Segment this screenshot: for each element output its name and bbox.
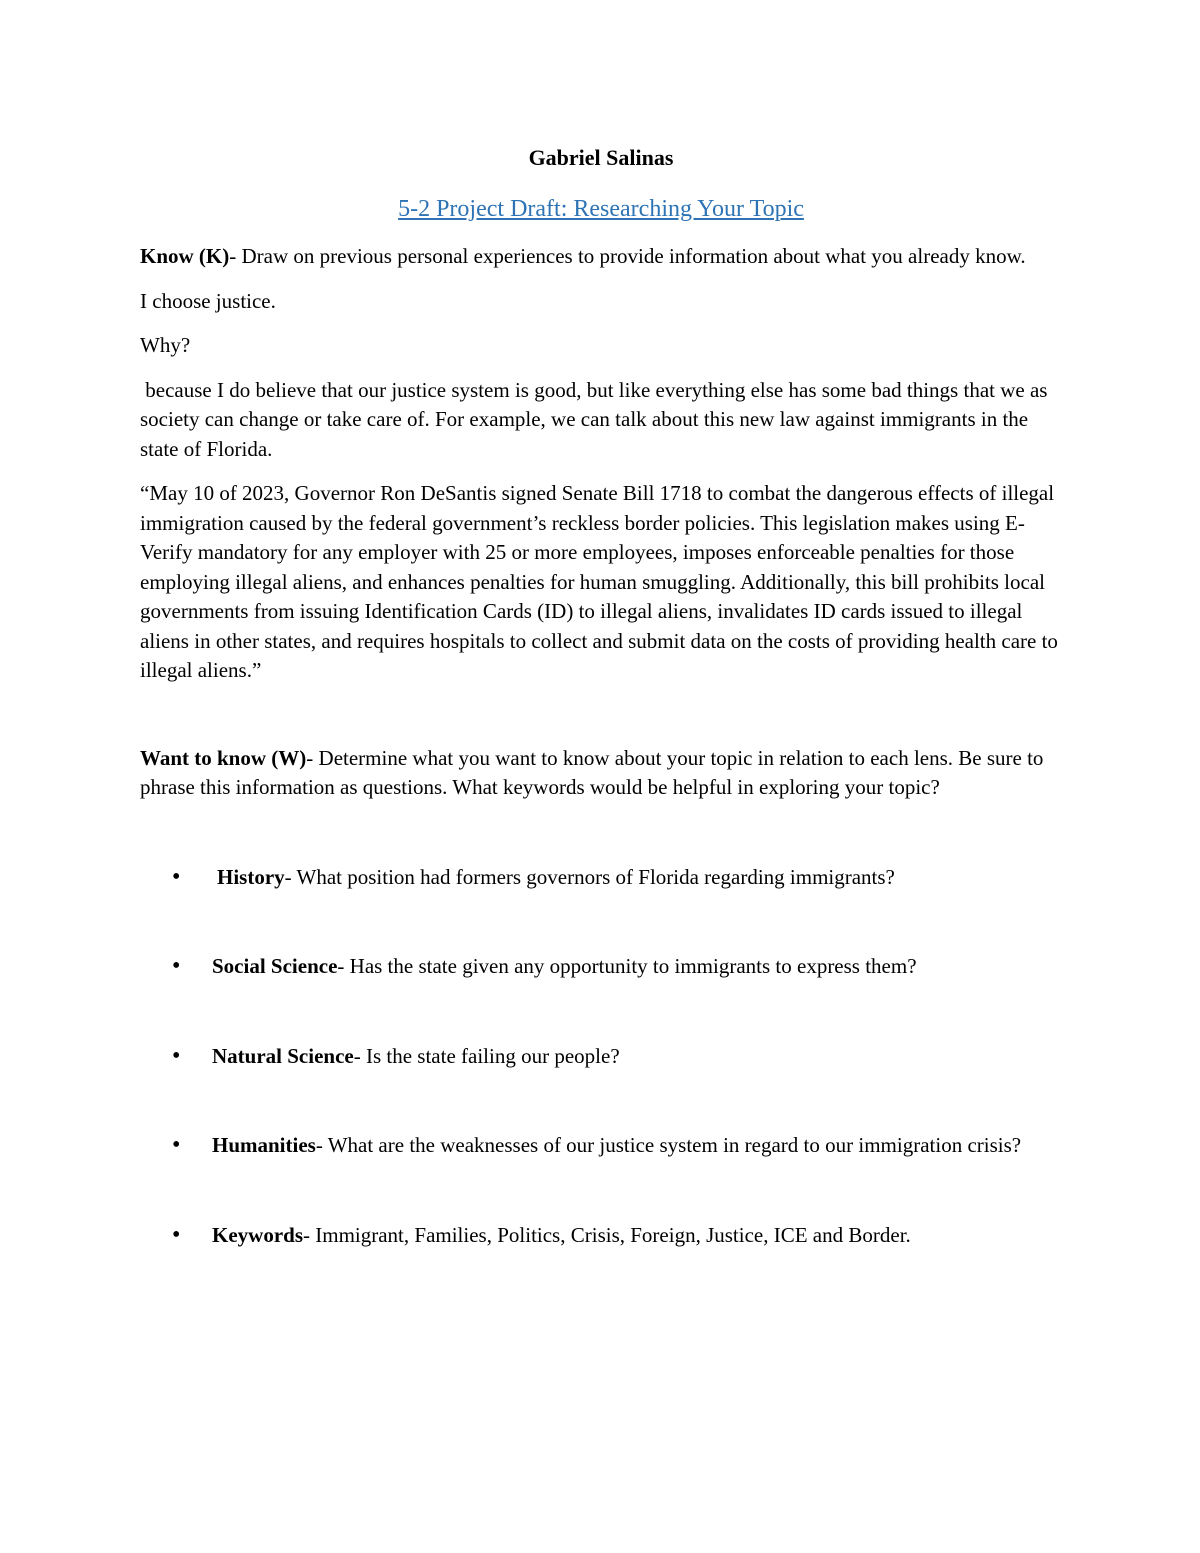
lens-label: Natural Science <box>212 1043 354 1068</box>
bullet-icon: • <box>172 953 181 979</box>
lens-list <box>140 863 1062 1251</box>
lens-label: Social Science <box>212 954 338 978</box>
lens-text: - What position had formers governors of Florida regarding immigrants? <box>284 864 895 889</box>
lens-label: Humanities <box>212 1133 316 1157</box>
know-section <box>140 242 1062 272</box>
bullet-icon: • <box>172 1132 181 1158</box>
document-body <box>140 140 1062 1250</box>
why-question: Why? <box>140 333 191 357</box>
bullet-icon: • <box>172 1221 181 1248</box>
lens-label: Keywords <box>212 1222 303 1247</box>
want-section <box>140 744 1062 803</box>
lens-text: - Has the state given any opportunity to immigrants to express them? <box>337 954 917 978</box>
quote-paragraph: “May 10 of 2023, Governor Ron DeSantis signed Senate Bill 1718 to combat the dangerous effects of illegal immigration caused by the federal government’s reckless border policies. This legislation makes using E-Verify mandatory for any employer with 25 or more employees, imposes enforceable penalties for those employing illegal aliens, and enhances penalties for human smuggling. Additionally, this bill prohibits local governments from issuing Identification Cards (ID) to illegal aliens, invalidates ID cards issued to illegal aliens in other states, and requires hospitals to collect and submit data on the costs of providing health care to illegal aliens.” <box>140 481 1058 682</box>
want-label: Want to know (W) <box>140 745 307 770</box>
topic-choice: I choose justice. <box>140 288 276 313</box>
lens-label: History <box>217 864 285 889</box>
list-item-natural-science <box>140 1042 1062 1072</box>
know-label: Know (K) <box>140 244 230 268</box>
lens-text: - Immigrant, Families, Politics, Crisis, Foreign, Justice, ICE and Border. <box>303 1222 911 1247</box>
bullet-icon: • <box>172 1042 181 1069</box>
know-prompt: - Draw on previous personal experiences to provide information about what you already know. <box>229 244 1026 268</box>
list-item-social-science <box>140 952 1062 982</box>
author-name: Gabriel Salinas <box>528 145 674 170</box>
lens-text: - Is the state failing our people? <box>353 1043 620 1068</box>
list-item-humanities <box>140 1131 1062 1161</box>
reason-paragraph: because I do believe that our justice system is good, but like everything else has some bad things that we as society can change or take care of. For example, we can talk about this new law against immigrants in the state of Florida. <box>140 377 1053 461</box>
list-item-history <box>140 863 1062 893</box>
want-prompt: - Determine what you want to know about your topic in relation to each lens. Be sure to phrase this information as questions. What keywords would be helpful in exploring your topic? <box>140 745 1044 799</box>
lens-text: - What are the weaknesses of our justice system in regard to our immigration crisis? <box>315 1133 1022 1157</box>
list-item-keywords <box>140 1221 1062 1251</box>
bullet-icon: • <box>172 863 181 890</box>
page-title[interactable]: 5-2 Project Draft: Researching Your Topic <box>398 196 804 222</box>
